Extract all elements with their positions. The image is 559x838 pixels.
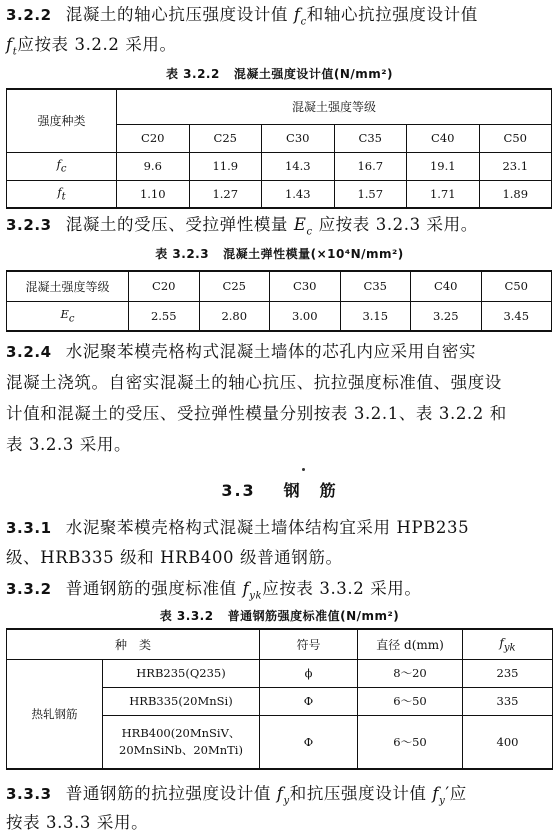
clause-number: 3.3.1 <box>6 519 52 537</box>
clause-3-2-4: 3.2.4 水泥聚苯模壳格构式混凝土墙体的芯孔内应采用自密实 <box>6 342 477 361</box>
concrete-design-strength-table <box>6 88 552 209</box>
header-kind: 种 类 <box>7 629 260 659</box>
clause-number: 3.2.2 <box>6 6 52 24</box>
value-cell: 14.3 <box>262 152 335 180</box>
value-cell: 16.7 <box>334 152 407 180</box>
header-grade: 混凝土强度等级 <box>7 271 129 301</box>
clause-number: 3.3.2 <box>6 580 52 598</box>
symbol-cell: Φ <box>260 687 358 715</box>
value-cell: 3.00 <box>270 301 341 331</box>
kind-cell: HRB235(Q235) <box>103 659 260 687</box>
value-cell: 3.45 <box>481 301 552 331</box>
value-cell: 9.6 <box>117 152 190 180</box>
header-symbol: 符号 <box>260 629 358 659</box>
grade-cell: C40 <box>407 124 480 152</box>
diameter-cell: 8～20 <box>358 659 463 687</box>
value-cell: 1.10 <box>117 180 190 208</box>
grade-cell: C35 <box>340 271 411 301</box>
value-cell: 1.89 <box>479 180 552 208</box>
header-grade: 混凝土强度等级 <box>117 89 552 124</box>
grade-cell: C30 <box>262 124 335 152</box>
value-cell: 2.55 <box>129 301 200 331</box>
diameter-cell: 6～50 <box>358 687 463 715</box>
clause-3-2-4-line2: 混凝土浇筑。自密实混凝土的轴心抗压、抗拉强度标准值、强度设 <box>6 373 502 392</box>
clause-number: 3.2.4 <box>6 343 52 361</box>
group-hot-rolled: 热轧钢筋 <box>7 659 103 769</box>
section-heading: 3.3 钢 筋 <box>221 481 338 500</box>
clause-number: 3.3.3 <box>6 785 52 803</box>
clause-3-2-3: 3.2.3 混凝土的受压、受拉弹性模量 $E_c$ 应按表 3.2.3 采用。 <box>6 215 478 238</box>
steel-strength-table <box>6 628 553 770</box>
value-cell: 335 <box>463 687 553 715</box>
symbol-cell: Φ <box>260 715 358 769</box>
clause-3-3-3-line2: 按表 3.3.3 采用。 <box>6 813 149 832</box>
grade-cell: C50 <box>479 124 552 152</box>
clause-3-2-4-line4: 表 3.2.3 采用。 <box>6 435 132 454</box>
row-symbol: $f_t$ <box>7 180 117 208</box>
value-cell: 1.27 <box>189 180 262 208</box>
table-caption: 表 3.2.3 混凝土弹性模量(×10⁴N/mm²) <box>155 247 404 261</box>
concrete-elastic-modulus-table <box>6 270 552 332</box>
row-symbol: $E_c$ <box>7 301 129 331</box>
value-cell: 19.1 <box>407 152 480 180</box>
grade-cell: C25 <box>199 271 270 301</box>
grade-cell: C40 <box>411 271 482 301</box>
symbol-cell: ϕ <box>260 659 358 687</box>
grade-cell: C20 <box>117 124 190 152</box>
grade-cell: C30 <box>270 271 341 301</box>
table-row <box>7 301 552 331</box>
grade-cell: C20 <box>129 271 200 301</box>
value-cell: 1.57 <box>334 180 407 208</box>
table-caption: 表 3.3.2 普通钢筋强度标准值(N/mm²) <box>159 609 400 623</box>
table-row <box>7 659 553 687</box>
clause-3-3-1-line2: 级、HRB335 级和 HRB400 级普通钢筋。 <box>6 548 343 567</box>
clause-3-3-2: 3.3.2 普通钢筋的强度标准值 $f_{yk}$应按表 3.3.2 采用。 <box>6 579 422 602</box>
value-cell: 3.25 <box>411 301 482 331</box>
row-symbol: $f_c$ <box>7 152 117 180</box>
value-cell: 235 <box>463 659 553 687</box>
clause-3-3-3: 3.3.3 普通钢筋的抗拉强度设计值 $f_y$和抗压强度设计值 $f_y'$应 <box>6 784 467 807</box>
grade-cell: C50 <box>481 271 552 301</box>
header-strength-type: 强度种类 <box>7 89 117 152</box>
clause-3-2-2: 3.2.2 混凝土的轴心抗压强度设计值 $f_c$和轴心抗拉强度设计值 <box>6 5 478 28</box>
kind-cell: HRB335(20MnSi) <box>103 687 260 715</box>
clause-3-2-2-cont: $f_t$应按表 3.2.2 采用。 <box>6 35 177 58</box>
grade-cell: C25 <box>189 124 262 152</box>
diameter-cell: 6～50 <box>358 715 463 769</box>
header-diameter: 直径 d(mm) <box>358 629 463 659</box>
clause-3-3-1: 3.3.1 水泥聚苯模壳格构式混凝土墙体结构宜采用 HPB235 <box>6 518 470 537</box>
table-row <box>7 152 552 180</box>
kind-cell: HRB400(20MnSiV、20MnSiNb、20MnTi) <box>103 715 260 769</box>
table-caption: 表 3.2.2 混凝土强度设计值(N/mm²) <box>165 67 394 81</box>
value-cell: 23.1 <box>479 152 552 180</box>
value-cell: 1.71 <box>407 180 480 208</box>
value-cell: 2.80 <box>199 301 270 331</box>
value-cell: 11.9 <box>189 152 262 180</box>
value-cell: 400 <box>463 715 553 769</box>
header-fyk: $f_{yk}$ <box>463 629 553 659</box>
value-cell: 1.43 <box>262 180 335 208</box>
clause-3-2-4-line3: 计值和混凝土的受压、受拉弹性模量分别按表 3.2.1、表 3.2.2 和 <box>6 404 507 423</box>
clause-number: 3.2.3 <box>6 216 52 234</box>
stray-dot <box>302 468 305 471</box>
grade-cell: C35 <box>334 124 407 152</box>
table-row <box>7 180 552 208</box>
value-cell: 3.15 <box>340 301 411 331</box>
